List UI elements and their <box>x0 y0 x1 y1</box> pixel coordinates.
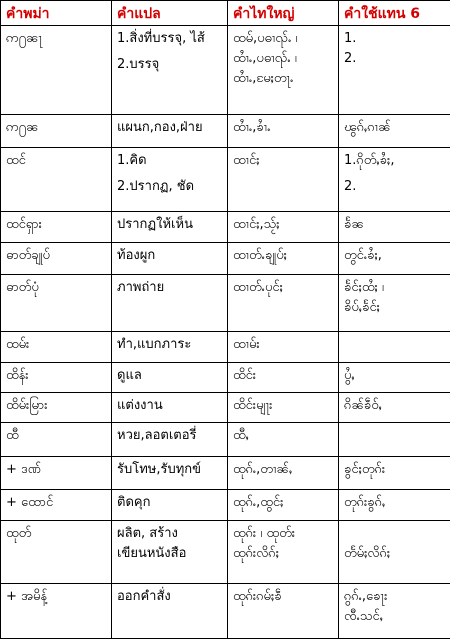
cell-translation <box>112 490 228 521</box>
cell-burmese <box>1 275 112 332</box>
cell-burmese <box>1 26 112 115</box>
cell-line: 1.ၵိုတ်ႇၶႆႈ, <box>344 153 395 168</box>
cell-line: ထိင်းမျႃး <box>233 398 273 413</box>
cell-line: ထုၵ်ႉ,တၢၼ်ႇ <box>233 462 293 477</box>
table-row <box>1 490 450 521</box>
cell-line: ၶွင်ႈတုၵ်း <box>344 462 386 477</box>
cell-line: ထီ <box>6 428 19 443</box>
cell-line: ออกคำสั่ง <box>117 589 171 604</box>
cell-line: 1. <box>344 31 357 46</box>
cell-line: 2.ปรากฏ, ชัด <box>117 179 195 194</box>
cell-shan <box>228 148 339 212</box>
cell-line: ထၢမ်း <box>233 337 260 352</box>
cell-substitute <box>339 457 450 490</box>
cell-translation <box>112 26 228 115</box>
header-burmese: คำพม่า <box>1 1 112 26</box>
cell-line: ทำ,แบกภาระ <box>117 337 192 352</box>
header-translation: คำแปล <box>112 1 228 26</box>
cell-translation <box>112 115 228 148</box>
cell-burmese <box>1 423 112 457</box>
cell-substitute <box>339 212 450 243</box>
cell-line: แผนก,กอง,ฝ่าย <box>117 120 203 135</box>
cell-shan <box>228 243 339 275</box>
cell-substitute <box>339 584 450 639</box>
cell-line: ထမ်,ပဓၢၺ်ႉ ၊ <box>233 31 298 46</box>
cell-shan <box>228 457 339 490</box>
cell-substitute <box>339 332 450 363</box>
cell-line: ภาพถ่าย <box>117 280 165 295</box>
cell-substitute <box>339 243 450 275</box>
header-substitute: คำใช้แทน 6 <box>339 1 450 26</box>
cell-line: ထီႇ <box>233 428 249 443</box>
cell-translation <box>112 423 228 457</box>
cell-line: ထိမ်းမြား <box>6 398 48 413</box>
cell-shan <box>228 584 339 639</box>
cell-line: ดูแล <box>117 368 142 383</box>
cell-line: ၽွၵ်ႇၵၢၼ် <box>344 120 391 135</box>
cell-line: ၵွၵ်ႉ,ၶေႃး <box>344 589 388 604</box>
cell-shan <box>228 363 339 393</box>
cell-line: + အမိန့် <box>6 589 48 604</box>
cell-substitute <box>339 490 450 521</box>
cell-burmese <box>1 115 112 148</box>
cell-line: แต่งงาน <box>117 398 163 413</box>
cell-shan <box>228 275 339 332</box>
cell-line: ပွႆႇ <box>344 368 355 383</box>
cell-burmese <box>1 521 112 584</box>
table-row <box>1 275 450 332</box>
cell-line: ထင်ရှား <box>6 217 42 232</box>
cell-burmese <box>1 332 112 363</box>
cell-substitute <box>339 275 450 332</box>
cell-substitute <box>339 148 450 212</box>
cell-shan <box>228 490 339 521</box>
cell-translation <box>112 332 228 363</box>
cell-line: ထုၵ်း ၊ ထုတ်း <box>233 526 296 541</box>
cell-line: ปรากฏให้เห็น <box>117 217 193 232</box>
cell-line: เขียนหนังสือ <box>117 546 187 561</box>
cell-line: ထၢႆႉ,မႄႈတႃႉ <box>233 71 294 86</box>
cell-line: 2. <box>344 51 357 66</box>
table-row <box>1 457 450 490</box>
table-row <box>1 148 450 212</box>
cell-burmese <box>1 212 112 243</box>
cell-line: ထၢင်ႈ,သႂ်ႈ <box>233 217 280 232</box>
cell-line: ၶိပ်ႇၶႅင်ႈ <box>344 300 380 315</box>
cell-line: ထိင်း <box>233 368 257 383</box>
cell-line: ထုတ် <box>6 526 32 541</box>
cell-translation <box>112 243 228 275</box>
cell-line: ထိန်း <box>6 368 29 383</box>
table-row <box>1 521 450 584</box>
cell-line: ၶႅင်ႈထႆႈ ၊ <box>344 280 384 295</box>
cell-line: ထမ်း <box>6 337 30 352</box>
cell-burmese <box>1 584 112 639</box>
cell-line: ท้องผูก <box>117 248 156 263</box>
cell-translation <box>112 521 228 584</box>
cell-line: ထင် <box>6 153 26 168</box>
header-shan: คำไทใหญ่ <box>228 1 339 26</box>
cell-substitute <box>339 521 450 584</box>
table-row <box>1 26 450 115</box>
cell-substitute <box>339 26 450 115</box>
cell-line: ထုၵ်းၵမ်ႈၶဵ <box>233 589 282 604</box>
table-row <box>1 423 450 457</box>
cell-line: ထုၵ်ႉ,ထွင်ႈ <box>233 495 284 510</box>
cell-line: ထၢင်ႈ <box>233 153 260 168</box>
cell-substitute <box>339 363 450 393</box>
cell-line: ၵိၼ်ၶဵဝ်ႇ <box>344 398 382 413</box>
cell-translation <box>112 393 228 423</box>
cell-line: 2. <box>344 179 357 194</box>
table-row <box>1 212 450 243</box>
cell-burmese <box>1 393 112 423</box>
cell-burmese <box>1 148 112 212</box>
cell-shan <box>228 115 339 148</box>
table-row <box>1 363 450 393</box>
cell-line: 1.สิ่งที่บรรจุ, ไส้ <box>117 31 205 46</box>
cell-line: หวย,ลอตเตอรี่ <box>117 428 197 443</box>
cell-translation <box>112 457 228 490</box>
cell-burmese <box>1 457 112 490</box>
cell-line: ဓာတ်ချုပ် <box>6 248 50 263</box>
cell-burmese <box>1 363 112 393</box>
table-row <box>1 393 450 423</box>
cell-line: 1.คิด <box>117 153 147 168</box>
cell-line: ဓာတ်ပုံ <box>6 280 39 295</box>
cell-translation <box>112 584 228 639</box>
cell-burmese <box>1 243 112 275</box>
cell-line: รับโทษ,รับทุกข์ <box>117 462 202 477</box>
cell-translation <box>112 212 228 243</box>
table-row <box>1 243 450 275</box>
cell-line: ထၢတ်ႉၶျုပ်ႈ <box>233 248 287 263</box>
cell-line: 2.บรรจุ <box>117 57 160 72</box>
cell-shan <box>228 423 339 457</box>
cell-substitute <box>339 115 450 148</box>
cell-line: + ဒဏ် <box>6 462 41 477</box>
cell-shan <box>228 26 339 115</box>
cell-line: ထၢတ်ႉပုင်ႈ <box>233 280 283 295</box>
cell-line: တွင်ႉၶႆႈ, <box>344 248 382 263</box>
cell-shan <box>228 332 339 363</box>
cell-substitute <box>339 423 450 457</box>
table-row <box>1 584 450 639</box>
cell-line: ၸီႉသင်ႇ <box>344 609 383 624</box>
cell-line: ผลิต, สร้าง <box>117 526 178 541</box>
header-row <box>1 1 450 26</box>
cell-substitute <box>339 393 450 423</box>
cell-line: တႅမ်ႈလိၵ်ႈ <box>344 546 391 561</box>
cell-line: ဢ႐ၼႃ <box>6 31 43 46</box>
cell-translation <box>112 275 228 332</box>
cell-translation <box>112 148 228 212</box>
cell-line: ထုၵ်းလိၵ်ႈ <box>233 546 279 561</box>
cell-shan <box>228 521 339 584</box>
table-row <box>1 332 450 363</box>
cell-shan <box>228 212 339 243</box>
cell-line: + ထောင် <box>6 495 54 510</box>
cell-translation <box>112 363 228 393</box>
cell-line: ဢ႐ၼ <box>6 120 39 135</box>
cell-shan <box>228 393 339 423</box>
cell-line: ติดคุก <box>117 495 151 510</box>
table-row <box>1 115 450 148</box>
cell-burmese <box>1 490 112 521</box>
cell-line: ထၢႆႉ,ပဓၢၺ်ႉ ၊ <box>233 51 297 66</box>
cell-line: ၶႅၼ <box>344 217 364 232</box>
cell-line: ထၢႆႉ,ၶၢႆႉ <box>233 120 271 135</box>
cell-line: တုၵ်းၶွၵ်ႇ <box>344 495 386 510</box>
